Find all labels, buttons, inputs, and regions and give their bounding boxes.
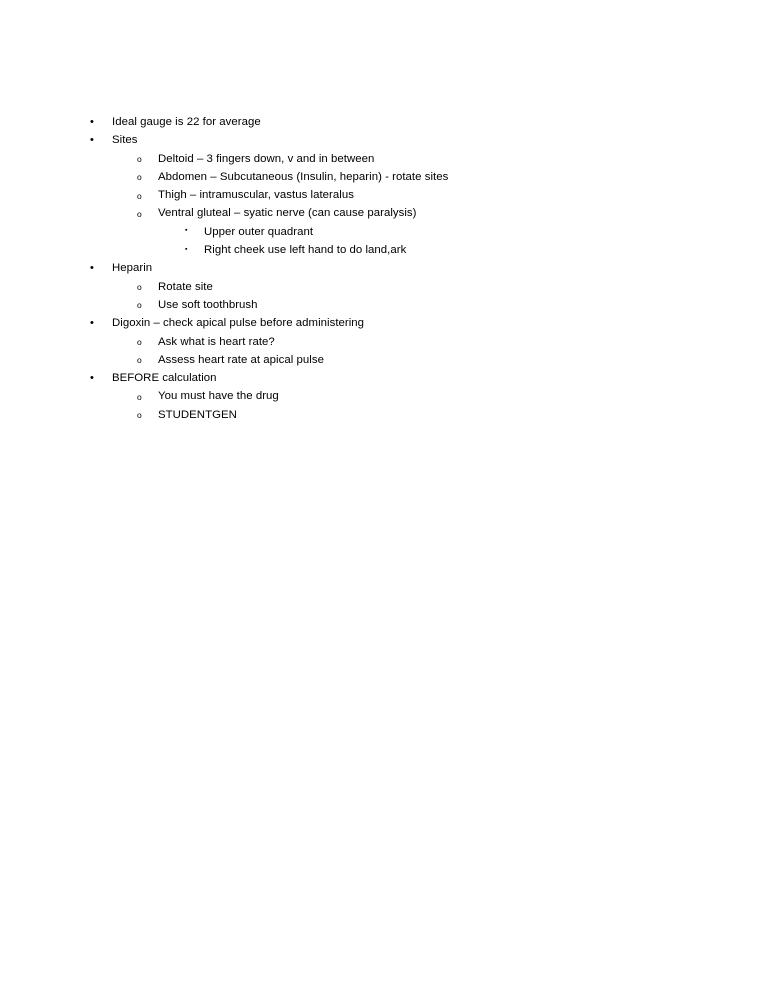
list-item-label: STUDENTGEN (158, 408, 237, 421)
list-item (0, 296, 768, 314)
list-item-label: Use soft toothbrush (158, 298, 258, 311)
list-item-label: Digoxin – check apical pulse before administering (112, 317, 365, 330)
bullet-marker-icon: o (137, 154, 142, 165)
bullet-marker-icon: o (137, 391, 142, 402)
bullet-marker-icon: o (137, 300, 142, 311)
list-item-label: Right cheek use left hand to do land,ark (204, 244, 407, 257)
bullet-marker-icon: • (90, 116, 94, 128)
bullet-marker-icon: o (137, 190, 142, 201)
bullet-marker-icon: • (90, 317, 94, 330)
bullet-marker-icon: • (90, 372, 94, 385)
list-item-label: Heparin (112, 262, 153, 275)
outline-list (0, 113, 768, 424)
bullet-marker-icon: • (90, 134, 94, 147)
list-item (0, 131, 768, 149)
list-item (0, 351, 768, 369)
list-item (0, 204, 768, 222)
list-item (0, 333, 768, 351)
bullet-marker-icon: ▪ (185, 227, 188, 235)
list-item-label: Sites (112, 134, 138, 147)
bullet-marker-icon: • (90, 262, 94, 275)
bullet-marker-icon: o (137, 337, 142, 348)
list-item-label: Deltoid – 3 fingers down, v and in between (158, 152, 375, 165)
list-item-label: BEFORE calculation (112, 372, 217, 385)
list-item-label: Ventral gluteal – syatic nerve (can cause paralysis) (158, 207, 417, 220)
list-item-label: Assess heart rate at apical pulse (158, 353, 324, 366)
list-item (0, 186, 768, 204)
list-item-label: Ideal gauge is 22 for average (112, 116, 261, 128)
bullet-marker-icon: o (137, 410, 142, 421)
bullet-marker-icon: o (137, 355, 142, 366)
list-item (0, 387, 768, 405)
list-item (0, 369, 768, 387)
bullet-marker-icon: o (137, 282, 142, 293)
list-item (0, 223, 768, 241)
bullet-marker-icon: o (137, 172, 142, 183)
list-item (0, 259, 768, 277)
list-item-label: You must have the drug (158, 390, 279, 403)
list-item (0, 113, 768, 131)
list-item (0, 241, 768, 259)
list-item-label: Rotate site (158, 280, 213, 293)
list-item-label: Abdomen – Subcutaneous (Insulin, heparin) - rotate sites (158, 170, 449, 183)
list-item (0, 278, 768, 296)
list-item-label: Upper outer quadrant (204, 225, 314, 238)
list-item-label: Thigh – intramuscular, vastus lateralus (158, 189, 354, 202)
list-item (0, 150, 768, 168)
bullet-marker-icon: o (137, 208, 142, 219)
list-item (0, 406, 768, 424)
list-item (0, 168, 768, 186)
list-item (0, 314, 768, 332)
bullet-marker-icon: ▪ (185, 245, 188, 253)
list-item-label: Ask what is heart rate? (158, 335, 275, 348)
